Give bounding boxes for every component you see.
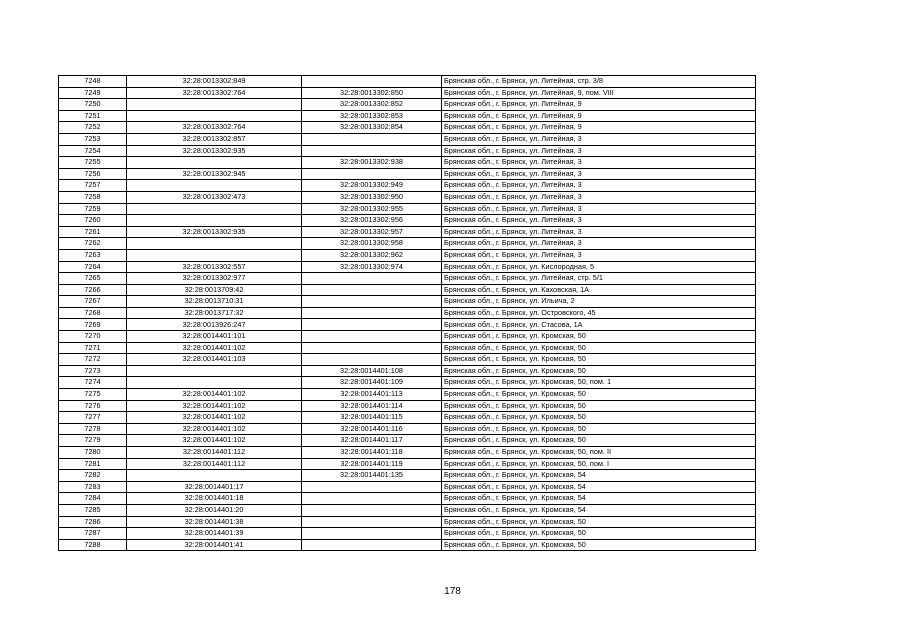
address-cell: Брянская обл., г. Брянск, ул. Кромская, 50	[442, 354, 756, 366]
row-number-cell: 7266	[59, 284, 127, 296]
address-cell: Брянская обл., г. Брянск, ул. Литейная, 9	[442, 122, 756, 134]
address-cell: Брянская обл., г. Брянск, ул. Литейная, 3	[442, 157, 756, 169]
cadastral-number-cell	[127, 470, 302, 482]
table-row	[59, 528, 756, 540]
related-cadastral-number-cell	[302, 528, 442, 540]
cadastral-number-cell	[127, 203, 302, 215]
row-number-cell: 7256	[59, 168, 127, 180]
related-cadastral-number-cell: 32:28:0014401:115	[302, 412, 442, 424]
related-cadastral-number-cell: 32:28:0014401:108	[302, 365, 442, 377]
row-number-cell: 7274	[59, 377, 127, 389]
related-cadastral-number-cell: 32:28:0013302:956	[302, 215, 442, 227]
address-cell: Брянская обл., г. Брянск, ул. Литейная, 9	[442, 110, 756, 122]
cadastral-number-cell	[127, 249, 302, 261]
table-row	[59, 447, 756, 459]
address-cell: Брянская обл., г. Брянск, ул. Литейная, стр. 5/1	[442, 273, 756, 285]
row-number-cell: 7288	[59, 539, 127, 551]
address-cell: Брянская обл., г. Брянск, ул. Кромская, 50	[442, 365, 756, 377]
table-row	[59, 400, 756, 412]
related-cadastral-number-cell: 32:28:0014401:118	[302, 447, 442, 459]
row-number-cell: 7268	[59, 307, 127, 319]
row-number-cell: 7278	[59, 423, 127, 435]
table-row	[59, 470, 756, 482]
cadastral-number-cell	[127, 365, 302, 377]
row-number-cell: 7271	[59, 342, 127, 354]
table-row	[59, 273, 756, 285]
cadastral-number-cell: 32:28:0014401:38	[127, 516, 302, 528]
table-row	[59, 516, 756, 528]
address-cell: Брянская обл., г. Брянск, ул. Кромская, 50	[442, 539, 756, 551]
cadastral-number-cell: 32:28:0013709:42	[127, 284, 302, 296]
table-row	[59, 365, 756, 377]
cadastral-number-cell: 32:28:0014401:112	[127, 458, 302, 470]
cadastral-number-cell: 32:28:0014401:39	[127, 528, 302, 540]
related-cadastral-number-cell	[302, 296, 442, 308]
address-cell: Брянская обл., г. Брянск, ул. Кислородная, 5	[442, 261, 756, 273]
address-cell: Брянская обл., г. Брянск, ул. Литейная, 9, пом. VIII	[442, 87, 756, 99]
address-cell: Брянская обл., г. Брянск, ул. Кромская, 54	[442, 493, 756, 505]
address-cell: Брянская обл., г. Брянск, ул. Кромская, 50	[442, 516, 756, 528]
address-cell: Брянская обл., г. Брянск, ул. Островского, 45	[442, 307, 756, 319]
cadastral-number-cell: 32:28:0014401:102	[127, 389, 302, 401]
cadastral-number-cell: 32:28:0013302:849	[127, 76, 302, 88]
cadastral-number-cell	[127, 180, 302, 192]
address-cell: Брянская обл., г. Брянск, ул. Литейная, стр. 3/8	[442, 76, 756, 88]
cadastral-number-cell: 32:28:0014401:102	[127, 412, 302, 424]
related-cadastral-number-cell: 32:28:0014401:113	[302, 389, 442, 401]
row-number-cell: 7267	[59, 296, 127, 308]
cadastral-number-cell: 32:28:0013302:764	[127, 122, 302, 134]
address-cell: Брянская обл., г. Брянск, ул. Кромская, 50	[442, 423, 756, 435]
row-number-cell: 7279	[59, 435, 127, 447]
table-row	[59, 110, 756, 122]
address-cell: Брянская обл., г. Брянск, ул. Литейная, 3	[442, 133, 756, 145]
cadastral-number-cell: 32:28:0014401:102	[127, 423, 302, 435]
row-number-cell: 7280	[59, 447, 127, 459]
related-cadastral-number-cell: 32:28:0013302:853	[302, 110, 442, 122]
related-cadastral-number-cell	[302, 331, 442, 343]
table-row	[59, 481, 756, 493]
row-number-cell: 7287	[59, 528, 127, 540]
related-cadastral-number-cell: 32:28:0013302:938	[302, 157, 442, 169]
related-cadastral-number-cell	[302, 354, 442, 366]
row-number-cell: 7249	[59, 87, 127, 99]
row-number-cell: 7254	[59, 145, 127, 157]
cadastral-number-cell: 32:28:0013302:473	[127, 191, 302, 203]
table-row	[59, 180, 756, 192]
cadastral-number-cell: 32:28:0014401:102	[127, 342, 302, 354]
cadastral-number-cell	[127, 377, 302, 389]
table-row	[59, 238, 756, 250]
table-row	[59, 389, 756, 401]
cadastral-number-cell: 32:28:0013302:977	[127, 273, 302, 285]
row-number-cell: 7283	[59, 481, 127, 493]
address-cell: Брянская обл., г. Брянск, ул. Кромская, 50	[442, 412, 756, 424]
address-cell: Брянская обл., г. Брянск, ул. Литейная, 3	[442, 249, 756, 261]
property-registry-table	[58, 75, 756, 551]
related-cadastral-number-cell	[302, 273, 442, 285]
row-number-cell: 7261	[59, 226, 127, 238]
cadastral-number-cell: 32:28:0013717:32	[127, 307, 302, 319]
table-row	[59, 435, 756, 447]
cadastral-number-cell: 32:28:0014401:17	[127, 481, 302, 493]
row-number-cell: 7255	[59, 157, 127, 169]
cadastral-number-cell: 32:28:0013302:935	[127, 226, 302, 238]
cadastral-number-cell	[127, 110, 302, 122]
cadastral-number-cell: 32:28:0014401:103	[127, 354, 302, 366]
cadastral-number-cell	[127, 238, 302, 250]
cadastral-number-cell: 32:28:0013302:764	[127, 87, 302, 99]
table-row	[59, 99, 756, 111]
related-cadastral-number-cell: 32:28:0013302:955	[302, 203, 442, 215]
address-cell: Брянская обл., г. Брянск, ул. Кромская, 50	[442, 331, 756, 343]
table-row	[59, 249, 756, 261]
address-cell: Брянская обл., г. Брянск, ул. Кромская, 50	[442, 528, 756, 540]
related-cadastral-number-cell	[302, 516, 442, 528]
row-number-cell: 7275	[59, 389, 127, 401]
row-number-cell: 7276	[59, 400, 127, 412]
row-number-cell: 7259	[59, 203, 127, 215]
related-cadastral-number-cell: 32:28:0013302:850	[302, 87, 442, 99]
row-number-cell: 7284	[59, 493, 127, 505]
related-cadastral-number-cell: 32:28:0014401:135	[302, 470, 442, 482]
table-row	[59, 284, 756, 296]
related-cadastral-number-cell: 32:28:0014401:116	[302, 423, 442, 435]
table-row	[59, 493, 756, 505]
row-number-cell: 7281	[59, 458, 127, 470]
cadastral-number-cell: 32:28:0013302:857	[127, 133, 302, 145]
table-row	[59, 423, 756, 435]
related-cadastral-number-cell	[302, 307, 442, 319]
cadastral-number-cell: 32:28:0013302:945	[127, 168, 302, 180]
related-cadastral-number-cell	[302, 284, 442, 296]
table-row	[59, 157, 756, 169]
table-row	[59, 377, 756, 389]
address-cell: Брянская обл., г. Брянск, ул. Кромская, 54	[442, 504, 756, 516]
table-row	[59, 539, 756, 551]
address-cell: Брянская обл., г. Брянск, ул. Каховская, 1А	[442, 284, 756, 296]
address-cell: Брянская обл., г. Брянск, ул. Кромская, 50	[442, 400, 756, 412]
row-number-cell: 7257	[59, 180, 127, 192]
row-number-cell: 7251	[59, 110, 127, 122]
related-cadastral-number-cell: 32:28:0014401:114	[302, 400, 442, 412]
table-row	[59, 87, 756, 99]
row-number-cell: 7263	[59, 249, 127, 261]
address-cell: Брянская обл., г. Брянск, ул. Литейная, 3	[442, 191, 756, 203]
row-number-cell: 7272	[59, 354, 127, 366]
cadastral-number-cell	[127, 215, 302, 227]
address-cell: Брянская обл., г. Брянск, ул. Литейная, 3	[442, 180, 756, 192]
related-cadastral-number-cell: 32:28:0013302:962	[302, 249, 442, 261]
address-cell: Брянская обл., г. Брянск, ул. Литейная, 9	[442, 99, 756, 111]
related-cadastral-number-cell	[302, 539, 442, 551]
cadastral-number-cell: 32:28:0013302:557	[127, 261, 302, 273]
page-number: 178	[444, 586, 461, 597]
address-cell: Брянская обл., г. Брянск, ул. Ильича, 2	[442, 296, 756, 308]
address-cell: Брянская обл., г. Брянск, ул. Литейная, 3	[442, 168, 756, 180]
row-number-cell: 7262	[59, 238, 127, 250]
table-row	[59, 412, 756, 424]
address-cell: Брянская обл., г. Брянск, ул. Кромская, 50, пом. 1	[442, 377, 756, 389]
related-cadastral-number-cell	[302, 76, 442, 88]
table-row	[59, 76, 756, 88]
address-cell: Брянская обл., г. Брянск, ул. Литейная, 3	[442, 215, 756, 227]
row-number-cell: 7260	[59, 215, 127, 227]
table-row	[59, 331, 756, 343]
cadastral-number-cell: 32:28:0014401:18	[127, 493, 302, 505]
table-row	[59, 319, 756, 331]
table-row	[59, 226, 756, 238]
related-cadastral-number-cell: 32:28:0013302:852	[302, 99, 442, 111]
address-cell: Брянская обл., г. Брянск, ул. Кромская, 54	[442, 481, 756, 493]
related-cadastral-number-cell: 32:28:0013302:958	[302, 238, 442, 250]
address-cell: Брянская обл., г. Брянск, ул. Кромская, 50	[442, 342, 756, 354]
cadastral-number-cell: 32:28:0014401:101	[127, 331, 302, 343]
address-cell: Брянская обл., г. Брянск, ул. Кромская, 50, пом. I	[442, 458, 756, 470]
row-number-cell: 7253	[59, 133, 127, 145]
row-number-cell: 7285	[59, 504, 127, 516]
related-cadastral-number-cell	[302, 145, 442, 157]
cadastral-number-cell	[127, 157, 302, 169]
address-cell: Брянская обл., г. Брянск, ул. Литейная, 3	[442, 238, 756, 250]
table-row	[59, 133, 756, 145]
cadastral-number-cell: 32:28:0013926:247	[127, 319, 302, 331]
related-cadastral-number-cell	[302, 504, 442, 516]
address-cell: Брянская обл., г. Брянск, ул. Кромская, 50	[442, 389, 756, 401]
row-number-cell: 7286	[59, 516, 127, 528]
row-number-cell: 7269	[59, 319, 127, 331]
cadastral-number-cell: 32:28:0014401:102	[127, 435, 302, 447]
address-cell: Брянская обл., г. Брянск, ул. Стасова, 1А	[442, 319, 756, 331]
row-number-cell: 7252	[59, 122, 127, 134]
related-cadastral-number-cell: 32:28:0013302:957	[302, 226, 442, 238]
cadastral-number-cell	[127, 99, 302, 111]
address-cell: Брянская обл., г. Брянск, ул. Литейная, 3	[442, 145, 756, 157]
address-cell: Брянская обл., г. Брянск, ул. Кромская, 50	[442, 435, 756, 447]
related-cadastral-number-cell: 32:28:0014401:117	[302, 435, 442, 447]
table-row	[59, 203, 756, 215]
related-cadastral-number-cell: 32:28:0014401:119	[302, 458, 442, 470]
row-number-cell: 7248	[59, 76, 127, 88]
table-row	[59, 458, 756, 470]
related-cadastral-number-cell: 32:28:0013302:949	[302, 180, 442, 192]
related-cadastral-number-cell	[302, 168, 442, 180]
row-number-cell: 7277	[59, 412, 127, 424]
related-cadastral-number-cell: 32:28:0013302:854	[302, 122, 442, 134]
address-cell: Брянская обл., г. Брянск, ул. Литейная, 3	[442, 226, 756, 238]
table-row	[59, 145, 756, 157]
cadastral-number-cell: 32:28:0014401:112	[127, 447, 302, 459]
address-cell: Брянская обл., г. Брянск, ул. Кромская, 54	[442, 470, 756, 482]
table-row	[59, 191, 756, 203]
registry-table-body	[59, 76, 756, 551]
cadastral-number-cell: 32:28:0014401:41	[127, 539, 302, 551]
table-row	[59, 261, 756, 273]
related-cadastral-number-cell	[302, 342, 442, 354]
related-cadastral-number-cell	[302, 493, 442, 505]
related-cadastral-number-cell	[302, 133, 442, 145]
table-row	[59, 168, 756, 180]
cadastral-number-cell: 32:28:0013710:31	[127, 296, 302, 308]
table-row	[59, 307, 756, 319]
row-number-cell: 7282	[59, 470, 127, 482]
address-cell: Брянская обл., г. Брянск, ул. Кромская, 50, пом. II	[442, 447, 756, 459]
cadastral-number-cell: 32:28:0014401:102	[127, 400, 302, 412]
related-cadastral-number-cell: 32:28:0013302:950	[302, 191, 442, 203]
row-number-cell: 7265	[59, 273, 127, 285]
cadastral-number-cell: 32:28:0014401:20	[127, 504, 302, 516]
row-number-cell: 7273	[59, 365, 127, 377]
row-number-cell: 7258	[59, 191, 127, 203]
table-row	[59, 215, 756, 227]
row-number-cell: 7264	[59, 261, 127, 273]
related-cadastral-number-cell	[302, 319, 442, 331]
related-cadastral-number-cell: 32:28:0013302:974	[302, 261, 442, 273]
table-row	[59, 342, 756, 354]
table-row	[59, 122, 756, 134]
address-cell: Брянская обл., г. Брянск, ул. Литейная, 3	[442, 203, 756, 215]
table-row	[59, 354, 756, 366]
cadastral-number-cell: 32:28:0013302:935	[127, 145, 302, 157]
related-cadastral-number-cell	[302, 481, 442, 493]
row-number-cell: 7250	[59, 99, 127, 111]
row-number-cell: 7270	[59, 331, 127, 343]
table-row	[59, 296, 756, 308]
related-cadastral-number-cell: 32:28:0014401:109	[302, 377, 442, 389]
table-row	[59, 504, 756, 516]
